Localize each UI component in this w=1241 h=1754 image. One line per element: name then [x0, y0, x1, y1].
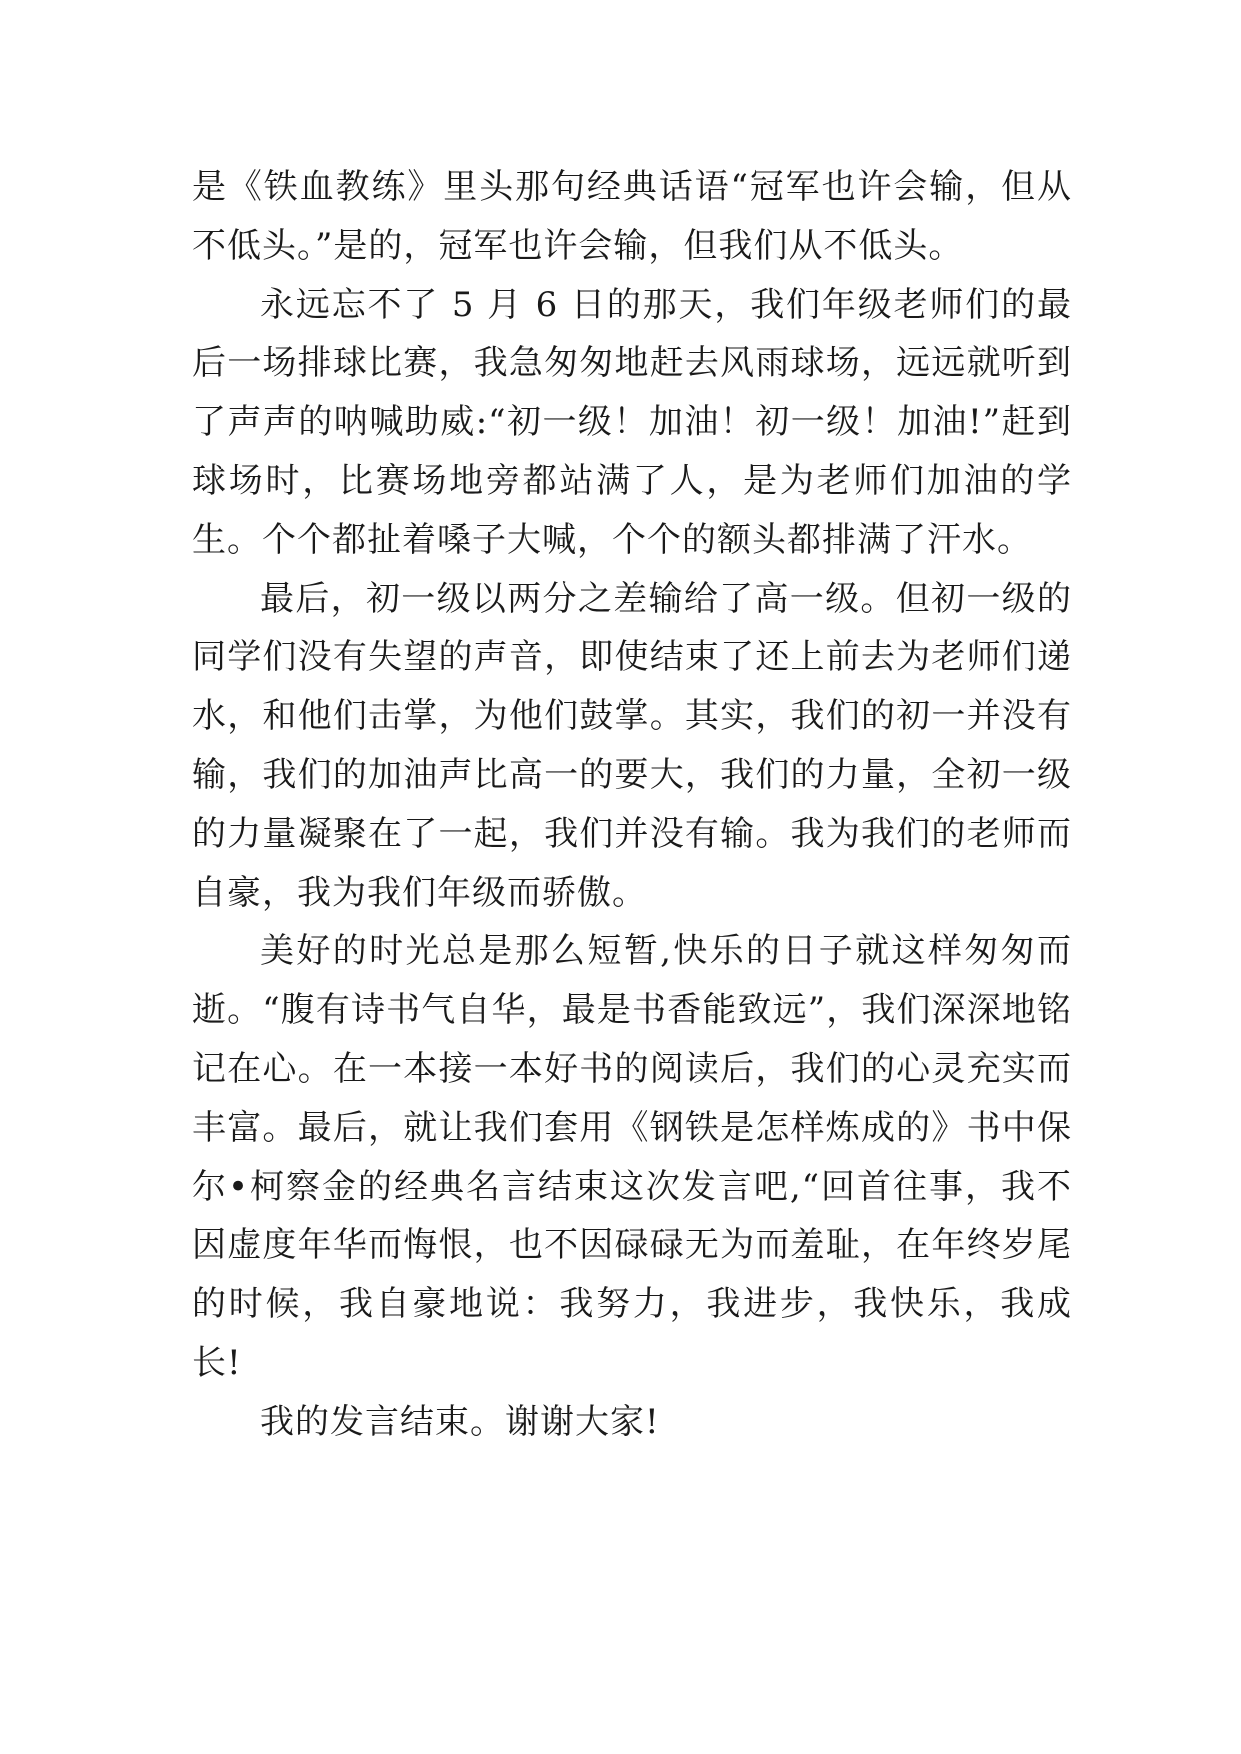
paragraph-5: 我的发言结束。谢谢大家!	[260, 1401, 660, 1442]
paragraph-3: 最后，初一级以两分之差输给了高一级。但初一级的同学们没有失望的声音，即使结束了还上前去为老师们递水，和他们击掌，为他们鼓掌。其实，我们的初一并没有输，我们的加油声比高一的要大，我们的力量，全初一级的力量凝聚在了一起，我们并没有输。我为我们的老师而自豪，我为我们年级而骄傲。	[192, 578, 1072, 913]
paragraph-2: 永远忘不了 5 月 6 日的那天，我们年级老师们的最后一场排球比赛，我急匆匆地赶去风雨球场，远远就听到了声声的呐喊助威:“初一级！加油！初一级！加油!”赶到球场时，比赛场地旁都站满了人，是为老师们加油的学生。个个都扯着嗓子大喊，个个的额头都排满了汗水。	[192, 284, 1072, 560]
paragraph-1: 是《铁血教练》里头那句经典话语“冠军也许会输，但从不低头。”是的，冠军也许会输，但我们从不低头。	[192, 167, 1072, 266]
document-body	[192, 158, 1072, 1452]
paragraph-4: 美好的时光总是那么短暂,快乐的日子就这样匆匆而逝。“腹有诗书气自华，最是书香能致远”，我们深深地铭记在心。在一本接一本好书的阅读后，我们的心灵充实而丰富。最后，就让我们套用《钢铁是怎样炼成的》书中保尔•柯察金的经典名言结束这次发言吧,“回首往事，我不因虚度年华而悔恨，也不因碌碌无为而羞耻，在年终岁尾的时候，我自豪地说：我努力，我进步，我快乐，我成长!	[192, 931, 1072, 1383]
